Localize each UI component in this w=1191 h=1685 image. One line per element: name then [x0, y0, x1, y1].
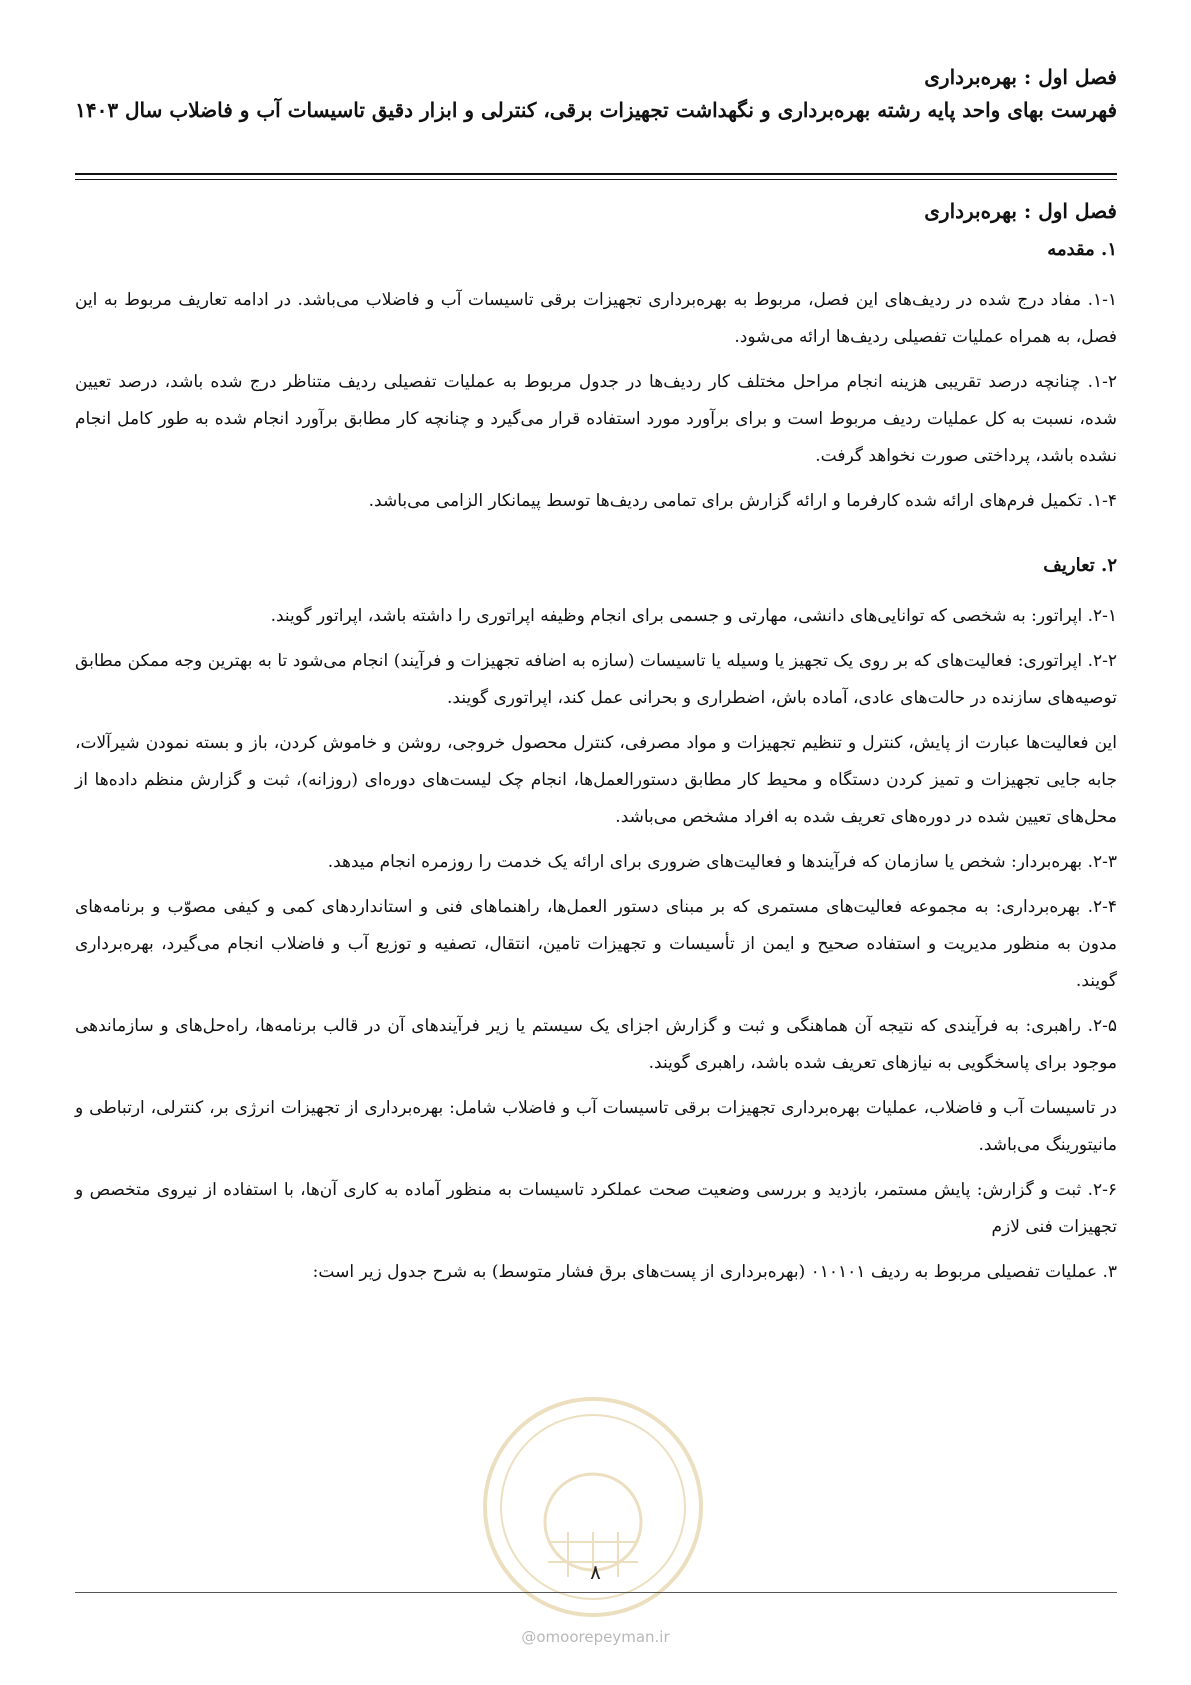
footer-rule: [75, 1592, 1117, 1593]
definition-recording: ۲-۶. ثبت و گزارش: پایش مستمر، بازدید و بررسی وضعیت صحت عملکرد تاسیسات به منظور آماده به کاری آن‌ها، با استفاده از نیروی متخصص و تجهیزات فنی لازم: [75, 1180, 1117, 1237]
section-heading: فصل اول : بهره‌برداری: [924, 199, 1117, 223]
definitions-heading: ۲. تعاریف: [1043, 555, 1117, 576]
detailed-operations-note: ۳. عملیات تفصیلی مربوط به ردیف ۰۱۰۱۰۱ (بهره‌برداری از پست‌های برق فشار متوسط) به شرح جدول زیر است:: [312, 1262, 1117, 1282]
header-double-rule: [75, 173, 1117, 180]
intro-heading: ۱. مقدمه: [1047, 239, 1117, 260]
definition-exploitation: ۲-۴. بهره‌برداری: به مجموعه فعالیت‌های مستمری که بر مبنای دستور العمل‌ها، راهنماهای فنی و استانداردهای کمی و کیفی مصوّب و برنامه‌های مدون به منظور مدیریت و استفاده صحیح و ایمن از تأسیسات و تجهیزات تامین، انتقال، تصفیه و توزیع آب و فاضلاب انجام می‌گیرد، بهره‌برداری گویند.: [75, 897, 1117, 991]
section-gap: [75, 528, 1117, 546]
definition-operation: ۲-۲. اپراتوری: فعالیت‌های که بر روی یک تجهیز یا وسیله یا تاسیسات (سازه به اضافه تجهیزات و فرآیند) انجام می‌شود تا به بهترین وجه ممکن مطابق توصیه‌های سازنده در حالت‌های عادی، آماده باش، اضطراری و بحرانی عمل کند، اپراتوری گویند.: [75, 651, 1117, 708]
page-number: ۸: [590, 1560, 601, 1584]
definition-facilities-scope: در تاسیسات آب و فاضلاب، عملیات بهره‌برداری تجهیزات برقی تاسیسات آب و فاضلاب شامل: بهره‌برداری از تجهیزات انرژی بر، کنترلی، ارتباطی و مانیتورینگ می‌باشد.: [75, 1098, 1117, 1155]
definition-operation-activities: این فعالیت‌ها عبارت از پایش، کنترل و تنظیم تجهیزات و مواد مصرفی، کنترل محصول خروجی، روشن و خاموش کردن، باز و بسته نمودن شیرآلات، جابه جایی تجهیزات و تمیز کردن دستگاه و محیط کار مطابق دستورالعمل‌ها، انجام چک لیست‌های دوره‌ای (روزانه)، ثبت و گزارش منظم داده‌ها از محل‌های تعیین شده در دوره‌های تعریف شده به افراد مشخص می‌باشد.: [75, 733, 1117, 827]
intro-paragraph-1: ۱-۱. مفاد درج شده در ردیف‌های این فصل، مربوط به بهره‌برداری تجهیزات برقی تاسیسات آب و فاضلاب می‌باشد. در ادامه تعاریف مربوط به این فصل، به همراه عملیات تفصیلی ردیف‌ها ارائه می‌شود.: [75, 290, 1117, 347]
page-header: [75, 60, 1117, 126]
intro-paragraph-3: ۱-۴. تکمیل فرم‌های ارائه شده کارفرما و ارائه گزارش برای تمامی ردیف‌ها توسط پیمانکار الزامی می‌باشد.: [368, 491, 1117, 511]
definition-exploiter: ۲-۳. بهره‌بردار: شخص یا سازمان که فرآیندها و فعالیت‌های ضروری برای ارائه یک خدمت را روزمره انجام میدهد.: [327, 852, 1117, 872]
document-title: فهرست بهای واحد پایه رشته بهره‌برداری و نگهداشت تجهیزات برقی، کنترلی و ابزار دقیق تاسیسات آب و فاضلاب سال ۱۴۰۳: [75, 98, 1117, 122]
watermark-seal-icon: [478, 1392, 708, 1622]
page-content: [75, 192, 1117, 1299]
header-chapter: فصل اول : بهره‌برداری: [924, 65, 1117, 89]
definition-management: ۲-۵. راهبری: به فرآیندی که نتیجه آن هماهنگی و ثبت و گزارش اجزای یک سیستم یا زیر فرآیندهای آن در قالب برنامه‌ها، راه‌حل‌های و سازماندهی موجود برای پاسخگویی به نیازهای تعریف شده باشد، راهبری گویند.: [75, 1016, 1117, 1073]
definition-operator: ۲-۱. اپراتور: به شخصی که توانایی‌های دانشی، مهارتی و جسمی برای انجام وظیفه اپراتوری را داشته باشد، اپراتور گویند.: [270, 606, 1117, 626]
site-watermark: @omoorepeyman.ir: [521, 1628, 670, 1646]
intro-paragraph-2: ۱-۲. چنانچه درصد تقریبی هزینه انجام مراحل مختلف کار ردیف‌ها در جدول مربوط به عملیات تفصیلی ردیف متناظر درج شده باشد، درصد تعیین شده، نسبت به کل عملیات ردیف مربوط است و برای برآورد مورد استفاده قرار می‌گیرد و چنانچه کار مطابق برآورد انجام شده به طور کامل انجام نشده باشد، پرداختی صورت نخواهد گرفت.: [75, 372, 1117, 466]
